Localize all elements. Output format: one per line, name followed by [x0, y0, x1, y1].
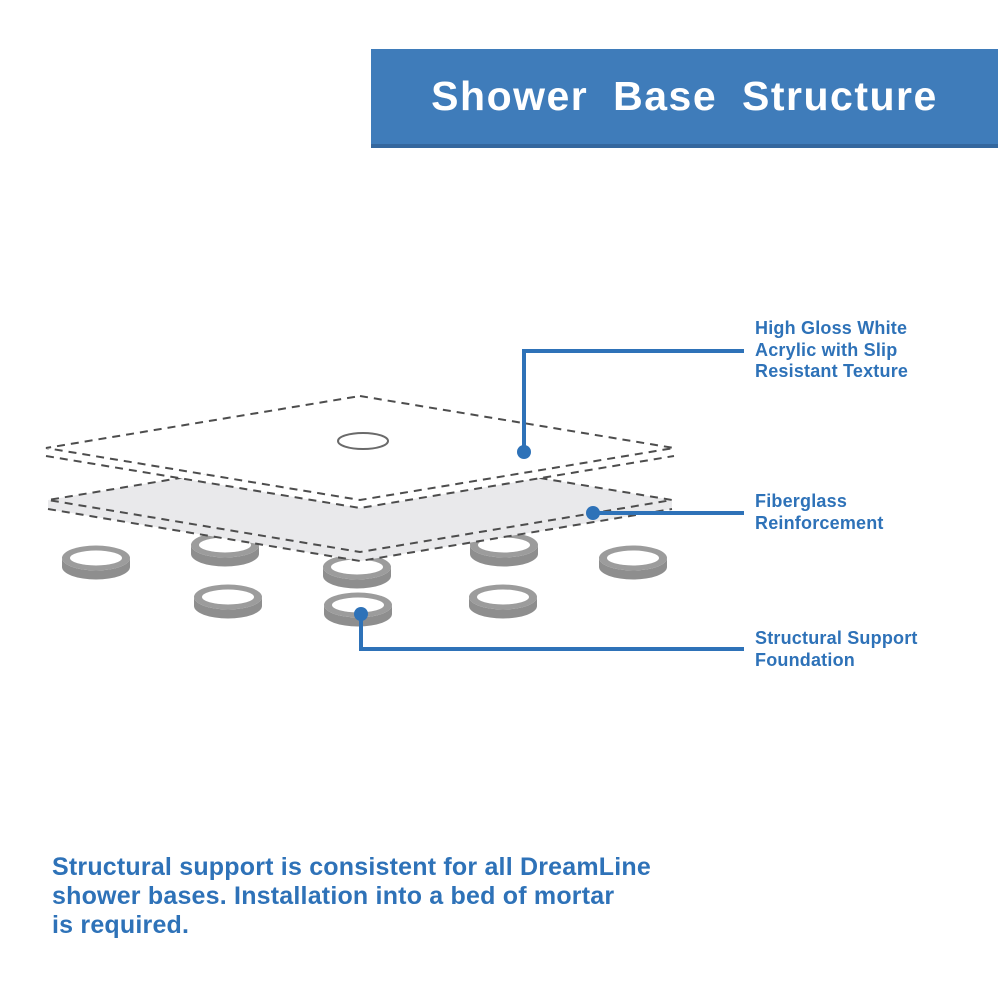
- callout-acrylic: [755, 318, 908, 383]
- leader-dot-acrylic: [517, 445, 531, 459]
- callout-foundation: [755, 628, 918, 671]
- footer-note-line3: is required.: [52, 911, 190, 939]
- leader-dot-foundation: [354, 607, 368, 621]
- support-ring: [469, 585, 537, 619]
- leader-line-foundation: [361, 614, 744, 649]
- callout-acrylic-line3: Resistant Texture: [755, 361, 909, 381]
- callout-acrylic-line2: Acrylic with Slip: [755, 339, 898, 360]
- callout-fiberglass-line1: Fiberglass: [755, 491, 848, 511]
- support-ring: [599, 546, 667, 580]
- callout-fiberglass: [755, 491, 884, 534]
- callout-fiberglass-line2: Reinforcement: [755, 512, 884, 533]
- footer-note: [52, 853, 651, 940]
- footer-note-line2: shower bases. Installation into a bed of mortar: [52, 882, 615, 910]
- callout-acrylic-line1: High Gloss White: [755, 318, 908, 338]
- drain-ellipse: [338, 433, 388, 449]
- callout-foundation-line2: Foundation: [755, 649, 855, 670]
- footer-note-line1: Structural support is consistent for all DreamLine: [52, 853, 652, 881]
- callout-foundation-line1: Structural Support: [755, 628, 918, 648]
- page-title: Shower Base Structure: [431, 73, 938, 119]
- leader-dot-fiberglass: [586, 506, 600, 520]
- support-ring: [62, 546, 130, 580]
- support-ring: [194, 585, 262, 619]
